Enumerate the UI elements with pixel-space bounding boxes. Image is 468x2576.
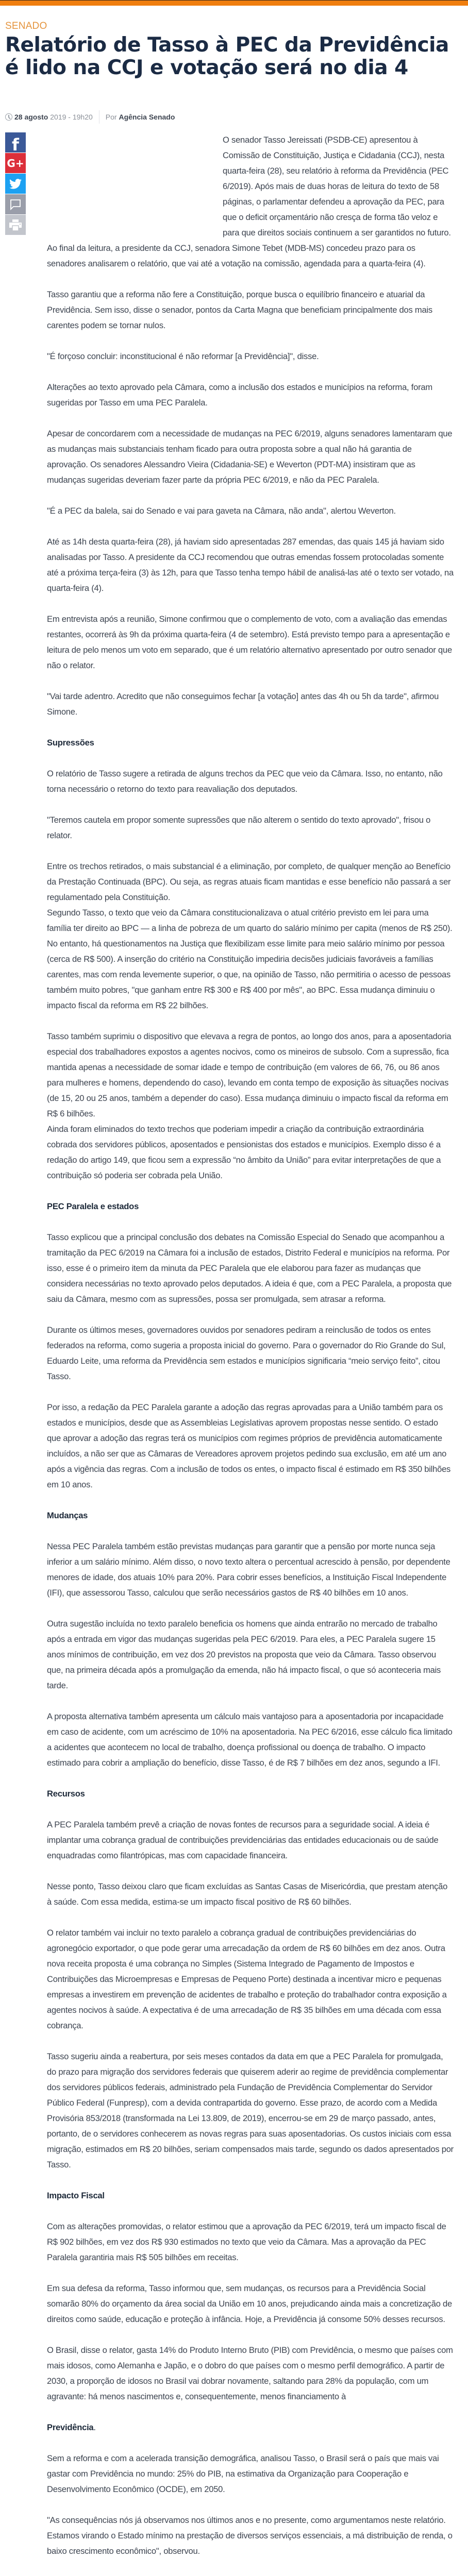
paragraph: Tasso também suprimiu o dispositivo que elevava a regra de pontos, ao longo dos anos, para a aposentadoria especial dos trabalhadores expostos a agentes nocivos, como os mineiros de subsolo. Com a supressão, fica mantida apenas a necessidade de somar idade e tempo de contribuição (em valores de 66, 76, ou 86 anos para mulheres e homens, dependendo do caso), levando em conta tempo de exposição às situações nocivas (de 15, 20 ou 25 anos, também a depender do caso). Essa mudança diminuiu o impacto fiscal da reforma em R$ 6 bilhões. — [47, 1031, 452, 1118]
paragraph: O relatório de Tasso sugere a retirada de alguns trechos da PEC que veio da Câmara. Isso, no entanto, não torna necessário o retorno do texto para reavaliação dos deputados. — [47, 769, 443, 794]
comment-icon — [10, 199, 21, 210]
paragraph: Durante os últimos meses, governadores ouvidos por senadores pediram a reinclusão de todos os entes federados na reforma, como sugeria a proposta inicial do governo. Para o governador do Rio Grande do Sul, Eduardo Leite, uma reforma da Previdência sem estados e municípios significaria “meio serviço feito”, citou Tasso. — [47, 1325, 446, 1381]
paragraph: Por isso, a redação da PEC Paralela garante a adoção das regras aprovadas para a União também para os estados e municípios, desde que as Assembleias Legislativas aprovem propostas nesse sentido. O estado que aprovar a adoção das regras terá os municípios com regimes próprios de previdência automaticamente incluídos, a não ser que as Câmaras de Vereadores aprovem projetos pedindo sua exclusão, em até um ano após a vigência das regras. Com a inclusão de todos os entes, o impacto fiscal é estimado em R$ 350 bilhões em 10 anos. — [47, 1402, 451, 1489]
facebook-icon: f — [12, 134, 19, 155]
paragraph: "É a PEC da balela, sai do Senado e vai para gaveta na Câmara, não anda", alertou Weverton. — [47, 506, 396, 516]
publish-date: 28 agosto — [14, 113, 48, 121]
paragraph: O Brasil, disse o relator, gasta 14% do Produto Interno Bruto (PIB) com Previdência, o mesmo que países com mais idosos, como Alemanha e Japão, e o dobro do que países com o mesmo perfil demográfico. A partir de 2030, a proporção de idosos no Brasil vai dobrar novamente, saltando para 28% da população, com um agravante: há menos nascimentos e, consequentemente, menos financiamento à — [47, 2345, 453, 2401]
twitter-icon — [9, 179, 22, 189]
paragraph: Outra sugestão incluída no texto paralelo beneficia os homens que ainda entrarão no mercado de trabalho após a entrada em vigor das mudanças sugeridas pela PEC 6/2019. Para eles, a PEC Paralela sugere 15 anos mínimos de contribuição, em vez dos 20 previstos na proposta que veio da Câmara. Tasso observou que, na primeira década após a promulgação da emenda, não há impacto fiscal, o que só aconteceria mais tarde. — [47, 1619, 441, 1690]
article-meta — [5, 110, 175, 124]
paragraph: Nessa PEC Paralela também estão previstas mudanças para garantir que a pensão por morte nunca seja inferior a um salário mínimo. Além disso, o novo texto altera o percentual acrescido à pensão, por dependente menores de idade, dos atuais 10% para 20%. Para cobrir esses benefícios, a Instituição Fiscal Independente (IFI), que assessorou Tasso, calculou que serão necessários gastos de R$ 40 bilhões em 10 anos. — [47, 1541, 450, 1598]
clock-icon — [5, 113, 12, 121]
section-heading: Mudanças — [47, 1511, 88, 1520]
share-toolbar — [5, 132, 26, 235]
section-heading-text: Previdência — [47, 2422, 94, 2432]
media-placeholder — [47, 132, 223, 241]
heading-period: . — [93, 2422, 96, 2432]
facebook-share-button[interactable] — [5, 132, 26, 153]
print-icon — [9, 218, 22, 232]
google-plus-icon: G+ — [7, 157, 24, 170]
comment-button[interactable] — [5, 194, 26, 215]
paragraph: Tasso explicou que a principal conclusão dos debates na Comissão Especial do Senado que acompanhou a tramitação da PEC 6/2019 na Câmara foi a inclusão de estados, Distrito Federal e municípios na reforma. Por isso, esse é o primeiro item da minuta da PEC Paralela que ele elaborou para fazer as mudanças que considera necessárias no texto aprovado pelos deputados. A ideia é que, com a PEC Paralela, a proposta que saiu da Câmara, mesmo com as supressões, possa ser promulgada, sem atrasar a reforma. — [47, 1232, 452, 1304]
paragraph: "As consequências nós já observamos nos últimos anos e no presente, como argumentamos neste relatório. Estamos virando o Estado mínimo na prestação de diversos serviços essenciais, a má distribuição de renda, o baixo crescimento econômico", observou. — [47, 2515, 453, 2556]
paragraph: Nesse ponto, Tasso deixou claro que ficam excluídas as Santas Casas de Misericórdia, que prestam atenção à saúde. Com essa medida, estima-se um impacto fiscal positivo de R$ 60 bilhões. — [47, 1882, 448, 1907]
paragraph: Em entrevista após a reunião, Simone confirmou que o complemento de voto, com a avaliação das emendas restantes, ocorrerá às 9h da próxima quarta-feira (4 de setembro). Está previsto tempo para a apresentação e leitura de pelo menos um voto em separado, que é um relatório alternativo apresentado por outro senador que não o relator. — [47, 614, 452, 670]
paragraph: Sem a reforma e com a acelerada transição demográfica, analisou Tasso, o Brasil será o país que mais vai gastar com Previdência no mundo: 25% do PIB, na estimativa da Organização para Cooperação e Desenvolvimento Econômico (OCDE), em 2050. — [47, 2453, 439, 2494]
paragraph: Alterações ao texto aprovado pela Câmara, como a inclusão dos estados e municípios na reforma, foram sugeridas por Tasso em uma PEC Paralela. — [47, 382, 432, 408]
page-title: Relatório de Tasso à PEC da Previdência é lido na CCJ e votação será no dia 4 — [5, 33, 449, 79]
section-heading: PEC Paralela e estados — [47, 1201, 139, 1211]
author-name[interactable]: Agência Senado — [119, 113, 175, 121]
section-heading — [47, 2420, 454, 2435]
paragraph: Tasso garantiu que a reforma não fere a Constituição, porque busca o equilíbrio financeiro e atuarial da Previdência. Sem isso, disse o senador, pontos da Carta Magna que beneficiam principalmente dos mais carentes podem se tornar nulos. — [47, 290, 432, 330]
paragraph: Ainda foram eliminados do texto trechos que poderiam impedir a criação da contribuição extraordinária cobrada dos servidores públicos, aposentados e pensionistas dos estados e municípios. Exemplo disso é a redação do artigo 149, que ficou sem a expressão “no âmbito da União” para evitar interpretações de que a contribuição só poderia ser cobrada pela União. — [47, 1124, 441, 1180]
paragraph: "Teremos cautela em propor somente supressões que não alterem o sentido do texto aprovado", frisou o relator. — [47, 815, 431, 840]
section-heading: Supressões — [47, 738, 94, 748]
twitter-share-button[interactable] — [5, 174, 26, 194]
section-heading: Impacto Fiscal — [47, 2191, 105, 2200]
category-label[interactable]: SENADO — [5, 21, 47, 31]
by-label: Por — [105, 113, 117, 121]
paragraph: "É forçoso concluir: inconstitucional é não reformar [a Previdência]", disse. — [47, 351, 319, 361]
paragraph: Segundo Tasso, o texto que veio da Câmara constitucionalizava o atual critério previsto em lei para uma família ter direito ao BPC — a linha de pobreza de um quarto do salário mínimo per capita (menos de R$ 250). No entanto, há questionamentos na Justiça que flexibilizam esse limite para meio salário mínimo por pessoa (cerca de R$ 500). A inserção do critério na Constituição impediria decisões judiciais favoráveis a famílias carentes, mas com renda levemente superior, o que, na opinião de Tasso, não permitiria o acesso de pessoas também muito pobres, "que ganham entre R$ 300 e R$ 400 por mês", ao BPC. Essa mudança diminuiu o impacto fiscal da reforma em R$ 22 bilhões. — [47, 908, 453, 1010]
publish-time: 2019 - 19h20 — [50, 113, 93, 121]
paragraph: Entre os trechos retirados, o mais substancial é a eliminação, por completo, de qualquer menção ao Benefício da Prestação Continuada (BPC). Ou seja, as regras atuais ficam mantidas e esse benefício não passará a ser regulamentado pela Constituição. — [47, 861, 451, 902]
paragraph: O senador Tasso Jereissati (PSDB-CE) apresentou à Comissão de Constituição, Justiça e Cidadania (CCJ), nesta quarta-feira (28), seu relatório à reforma da Previdência (PEC 6/2019). Após mais de duas horas de leitura do texto de 58 páginas, o parlamentar defendeu a aprovação da PEC, para que o deficit orçamentário não cresça de forma tão veloz e para que direitos sociais continuem a ser garantidos no futuro. Ao final da leitura, a presidente da CCJ, senadora Simone Tebet (MDB-MS) concedeu prazo para os senadores analisarem o relatório, que vai até a votação na comissão, agendada para a quarta-feira (4). — [47, 135, 451, 268]
paragraph: Em sua defesa da reforma, Tasso informou que, sem mudanças, os recursos para a Previdência Social somarão 80% do orçamento da área social da União em 10 anos, prejudicando ainda mais a concretização de direitos como saúde, educação e proteção à infância. Hoje, a Previdência já consome 50% desses recursos. — [47, 2283, 452, 2324]
paragraph: A PEC Paralela também prevê a criação de novas fontes de recursos para a seguridade social. A ideia é implantar uma cobrança gradual de contribuições previdenciárias das entidades educacionais ou de saúde enquadradas como filantrópicas, mas com capacidade financeira. — [47, 1820, 439, 1860]
paragraph: Até as 14h desta quarta-feira (28), já haviam sido apresentadas 287 emendas, das quais 145 já haviam sido analisadas por Tasso. A presidente da CCJ recomendou que outras emendas fossem protocoladas somente até a próxima terça-feira (3) às 12h, para que Tasso tenha tempo hábil de analisá-las até o texto ser votado, na quarta-feira (4). — [47, 537, 454, 593]
paragraph: Apesar de concordarem com a necessidade de mudanças na PEC 6/2019, alguns senadores lamentaram que as mudanças mais substanciais tenham ficado para outra proposta sobre a qual não há garantia de aprovação. Os senadores Alessandro Vieira (Cidadania-SE) e Weverton (PDT-MA) insistiram que as mudanças sugeridas deveriam fazer parte da própria PEC 6/2019, e não da PEC Paralela. — [47, 429, 453, 485]
paragraph: A proposta alternativa também apresenta um cálculo mais vantajoso para a aposentadoria por incapacidade em caso de acidente, com um acréscimo de 10% na aposentadoria. Na PEC 6/2016, esse cálculo fica limitado a acidentes que acontecem no local de trabalho, doença profissional ou doença de trabalho. O impacto estimado para cobrir a ampliação do benefício, disse Tasso, é de R$ 7 bilhões em dez anos, segundo a IFI. — [47, 1711, 453, 1768]
paragraph: "Vai tarde adentro. Acredito que não conseguimos fechar [a votação] antes das 4h ou 5h da tarde", afirmou Simone. — [47, 691, 439, 717]
print-button[interactable] — [5, 215, 26, 235]
paragraph: Tasso sugeriu ainda a reabertura, por seis meses contados da data em que a PEC Paralela for promulgada, do prazo para migração dos servidores federais que quiserem aderir ao regime de previdência complementar dos servidores públicos federais, administrado pela Fundação de Previdência Complementar do Servidor Público Federal (Funpresp), com a devida contrapartida do governo. Esse prazo, de acordo com a Medida Provisória 853/2018 (transformada na Lei 13.809, de 2019), encerrou-se em 29 de março passado, antes, portanto, de o servidores conhecerem as novas regras para suas aposentadorias. Os custos iniciais com essa migração, estimados em R$ 20 bilhões, seriam compensados mais tarde, segundo os dados apresentados por Tasso. — [47, 2052, 454, 2170]
section-heading: Recursos — [47, 1789, 85, 1799]
google-plus-share-button[interactable] — [5, 153, 26, 174]
paragraph: Com as alterações promovidas, o relator estimou que a aprovação da PEC 6/2019, terá um impacto fiscal de R$ 902 bilhões, em vez dos R$ 930 estimados no texto que veio da Câmara. Mas a aprovação da PEC Paralela garantiria mais R$ 505 bilhões em receitas. — [47, 2222, 446, 2262]
paragraph: O relator também vai incluir no texto paralelo a cobrança gradual de contribuições previdenciárias do agronegócio exportador, o que pode gerar uma arrecadação da ordem de R$ 60 bilhões em dez anos. Outra nova receita proposta é uma cobrança no Simples (Sistema Integrado de Pagamento de Impostos e Contribuições das Microempresas e Empresas de Pequeno Porte) destinada a incentivar micro e pequenas empresas a investirem em prevenção de acidentes de trabalho e proteção do trabalhador contra exposição a agentes nocivos à saúde. A expectativa é de uma arrecadação de R$ 35 bilhões em uma década com essa cobrança. — [47, 1928, 447, 2030]
site-top-bar — [0, 0, 468, 6]
article-body — [47, 132, 454, 2576]
